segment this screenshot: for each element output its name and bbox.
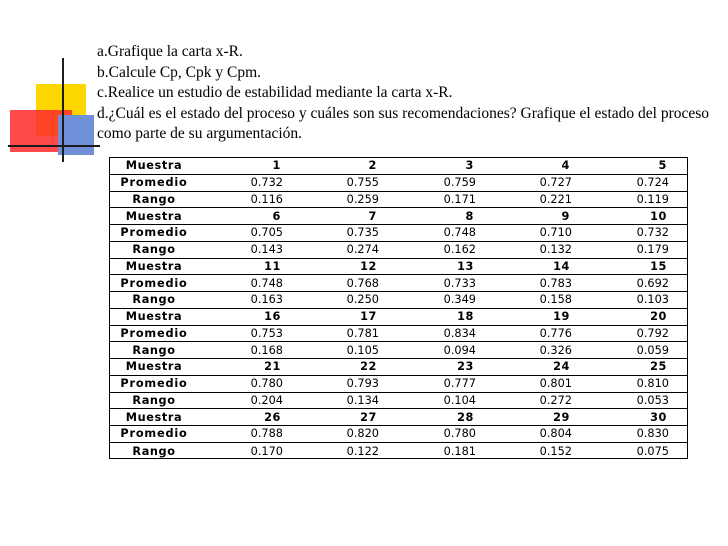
promedio-cell: 0.804 (539, 427, 572, 441)
muestra-row (110, 208, 687, 225)
muestra-cell: 13 (457, 259, 474, 273)
rango-cell: 0.162 (443, 243, 476, 257)
muestra-cell: 25 (650, 360, 667, 374)
promedio-cell: 0.780 (443, 427, 476, 441)
rango-label: Rango (132, 293, 176, 307)
rango-cell: 0.132 (539, 243, 572, 257)
muestra-cell: 7 (368, 209, 377, 223)
muestra-row (110, 259, 687, 276)
rango-cell: 0.272 (539, 393, 572, 407)
muestra-cell: 16 (264, 310, 281, 324)
promedio-cell: 0.768 (346, 276, 379, 290)
muestra-cell: 21 (264, 360, 281, 374)
rango-cell: 0.122 (346, 444, 379, 458)
rango-cell: 0.221 (539, 192, 572, 206)
promedio-row (110, 275, 687, 292)
promedio-cell: 0.748 (250, 276, 283, 290)
rango-label: Rango (132, 444, 176, 458)
muestra-cell: 19 (553, 310, 570, 324)
muestra-cell: 9 (561, 209, 570, 223)
rango-cell: 0.094 (443, 343, 476, 357)
promedio-cell: 0.780 (250, 377, 283, 391)
promedio-cell: 0.710 (539, 226, 572, 240)
muestra-row (110, 409, 687, 426)
muestra-cell: 27 (360, 410, 377, 424)
promedio-cell: 0.820 (346, 427, 379, 441)
muestra-label: Muestra (125, 159, 183, 173)
instruction-d: d.¿Cuál es el estado del proceso y cuáles son sus recomendaciones? Grafique el estado del proceso como parte de su argumentación. (97, 104, 710, 142)
rango-cell: 0.116 (250, 192, 283, 206)
data-table (109, 157, 688, 459)
muestra-cell: 5 (658, 159, 667, 173)
rango-cell: 0.168 (250, 343, 283, 357)
promedio-cell: 0.727 (539, 176, 572, 190)
instructions-text (97, 42, 712, 145)
rango-cell: 0.119 (636, 192, 669, 206)
promedio-row (110, 426, 687, 443)
rango-row (110, 342, 687, 359)
promedio-cell: 0.724 (636, 176, 669, 190)
muestra-label: Muestra (125, 360, 183, 374)
muestra-cell: 4 (561, 159, 570, 173)
promedio-cell: 0.705 (250, 226, 283, 240)
rango-cell: 0.326 (539, 343, 572, 357)
rango-cell: 0.274 (346, 243, 379, 257)
muestra-cell: 15 (650, 259, 667, 273)
muestra-row (110, 309, 687, 326)
muestra-cell: 18 (457, 310, 474, 324)
muestra-row (110, 158, 687, 175)
muestra-label: Muestra (125, 209, 183, 223)
promedio-cell: 0.732 (636, 226, 669, 240)
promedio-row (110, 225, 687, 242)
muestra-cell: 3 (465, 159, 474, 173)
promedio-cell: 0.776 (539, 326, 572, 340)
rango-cell: 0.349 (443, 293, 476, 307)
promedio-cell: 0.792 (636, 326, 669, 340)
promedio-label: Promedio (120, 226, 188, 240)
promedio-label: Promedio (120, 427, 188, 441)
muestra-row (110, 359, 687, 376)
muestra-cell: 28 (457, 410, 474, 424)
muestra-cell: 30 (650, 410, 667, 424)
rango-cell: 0.134 (346, 393, 379, 407)
muestra-cell: 12 (360, 259, 377, 273)
rango-cell: 0.170 (250, 444, 283, 458)
promedio-cell: 0.692 (636, 276, 669, 290)
instruction-a: a.Grafique la carta x-R. (97, 43, 243, 60)
promedio-cell: 0.753 (250, 326, 283, 340)
promedio-cell: 0.781 (346, 326, 379, 340)
promedio-cell: 0.801 (539, 377, 572, 391)
rango-cell: 0.104 (443, 393, 476, 407)
rango-cell: 0.163 (250, 293, 283, 307)
rango-cell: 0.103 (636, 293, 669, 307)
promedio-label: Promedio (120, 326, 188, 340)
rango-label: Rango (132, 192, 176, 206)
rango-label: Rango (132, 393, 176, 407)
rango-cell: 0.158 (539, 293, 572, 307)
promedio-cell: 0.793 (346, 377, 379, 391)
promedio-cell: 0.783 (539, 276, 572, 290)
muestra-cell: 10 (650, 209, 667, 223)
decorative-horizontal-line (8, 145, 100, 147)
rango-cell: 0.204 (250, 393, 283, 407)
rango-row (110, 292, 687, 309)
rango-cell: 0.181 (443, 444, 476, 458)
rango-row (110, 393, 687, 410)
rango-label: Rango (132, 243, 176, 257)
muestra-label: Muestra (125, 410, 183, 424)
promedio-cell: 0.777 (443, 377, 476, 391)
muestra-cell: 1 (272, 159, 281, 173)
promedio-cell: 0.810 (636, 377, 669, 391)
promedio-cell: 0.748 (443, 226, 476, 240)
rango-row (110, 443, 687, 460)
promedio-cell: 0.735 (346, 226, 379, 240)
rango-row (110, 242, 687, 259)
muestra-label: Muestra (125, 310, 183, 324)
rango-cell: 0.152 (539, 444, 572, 458)
rango-cell: 0.075 (636, 444, 669, 458)
rango-cell: 0.059 (636, 343, 669, 357)
promedio-cell: 0.788 (250, 427, 283, 441)
muestra-label: Muestra (125, 259, 183, 273)
promedio-label: Promedio (120, 176, 188, 190)
muestra-cell: 22 (360, 360, 377, 374)
promedio-row (110, 326, 687, 343)
promedio-cell: 0.733 (443, 276, 476, 290)
muestra-cell: 11 (264, 259, 281, 273)
muestra-cell: 23 (457, 360, 474, 374)
promedio-cell: 0.732 (250, 176, 283, 190)
rango-cell: 0.143 (250, 243, 283, 257)
muestra-cell: 8 (465, 209, 474, 223)
muestra-cell: 6 (272, 209, 281, 223)
promedio-row (110, 376, 687, 393)
promedio-cell: 0.759 (443, 176, 476, 190)
rango-cell: 0.250 (346, 293, 379, 307)
rango-cell: 0.259 (346, 192, 379, 206)
promedio-label: Promedio (120, 377, 188, 391)
rango-cell: 0.171 (443, 192, 476, 206)
muestra-cell: 14 (553, 259, 570, 273)
rango-row (110, 192, 687, 209)
promedio-cell: 0.834 (443, 326, 476, 340)
muestra-cell: 17 (360, 310, 377, 324)
muestra-cell: 29 (553, 410, 570, 424)
promedio-row (110, 175, 687, 192)
rango-cell: 0.053 (636, 393, 669, 407)
rango-cell: 0.105 (346, 343, 379, 357)
instruction-c: c.Realice un estudio de estabilidad mediante la carta x-R. (97, 84, 453, 101)
muestra-cell: 26 (264, 410, 281, 424)
promedio-cell: 0.755 (346, 176, 379, 190)
instruction-b: b.Calcule Cp, Cpk y Cpm. (97, 63, 262, 81)
rango-label: Rango (132, 343, 176, 357)
muestra-cell: 24 (553, 360, 570, 374)
promedio-cell: 0.830 (636, 427, 669, 441)
promedio-label: Promedio (120, 276, 188, 290)
rango-cell: 0.179 (636, 243, 669, 257)
muestra-cell: 2 (368, 159, 377, 173)
muestra-cell: 20 (650, 310, 667, 324)
